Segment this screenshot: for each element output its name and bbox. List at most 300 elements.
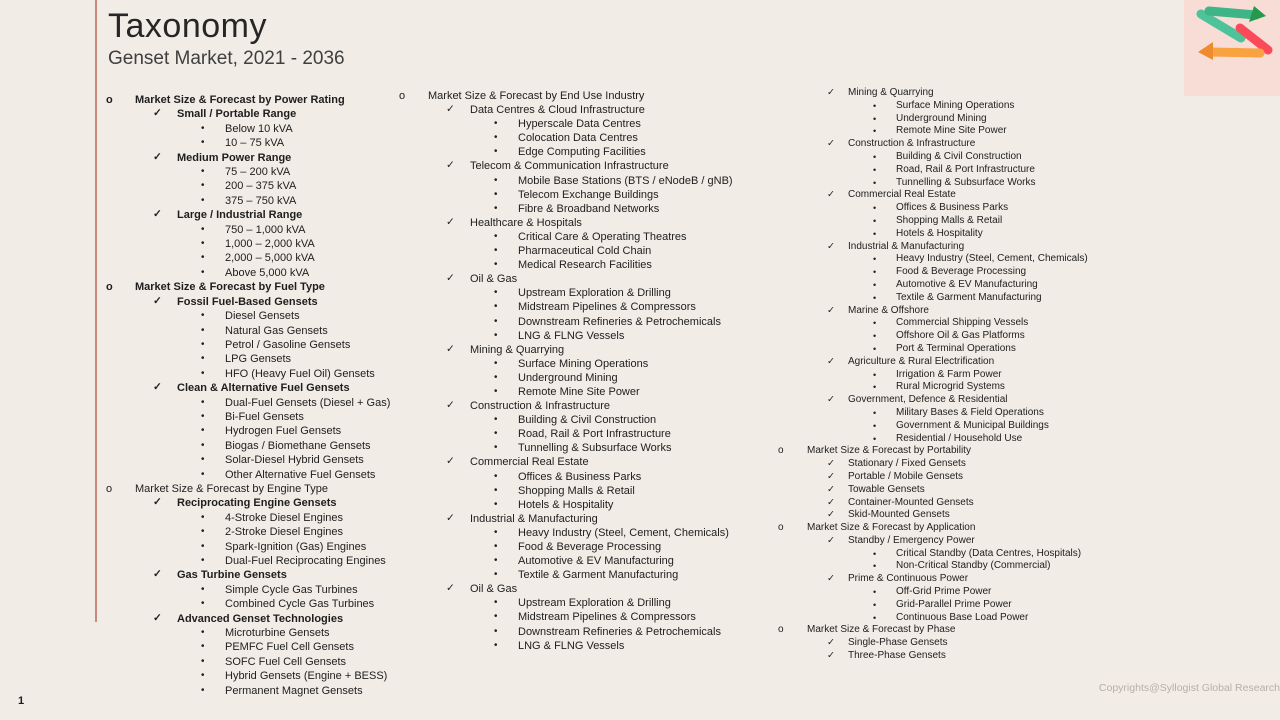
taxonomy-item [393,413,736,427]
taxonomy-item-label: Medical Research Facilities [518,259,652,272]
bullet-icon: • [201,338,205,350]
taxonomy-item-label: Commercial Real Estate [470,456,589,469]
bullet-icon: • [873,254,877,265]
bullet-icon: • [873,318,877,329]
taxonomy-item [772,458,1212,471]
taxonomy-item [772,189,1212,202]
taxonomy-item-label: Heavy Industry (Steel, Cement, Chemicals) [896,253,1088,265]
taxonomy-item-label: Irrigation & Farm Power [896,368,1002,380]
taxonomy-item [393,568,736,582]
taxonomy-item [393,470,736,484]
bullet-icon: • [201,324,205,336]
check-icon: ✓ [827,458,835,470]
bullet-icon: • [873,279,877,290]
bullet-icon: • [873,228,877,239]
bullet-icon: • [873,177,877,188]
taxonomy-item-label: SOFC Fuel Cell Gensets [225,655,347,668]
taxonomy-item [772,407,1212,420]
taxonomy-item-label: Automotive & EV Manufacturing [518,555,674,568]
taxonomy-item-label: Commercial Real Estate [848,189,956,201]
taxonomy-item-label: 10 – 75 kVA [225,137,285,150]
taxonomy-item [393,582,736,596]
taxonomy-item-label: Agriculture & Rural Electrification [848,355,995,367]
bullet-icon: • [201,180,205,192]
taxonomy-item [772,164,1212,177]
taxonomy-item-label: Hybrid Gensets (Engine + BESS) [225,670,388,683]
taxonomy-item [393,174,736,188]
taxonomy-item-label: Textile & Garment Manufacturing [896,291,1042,303]
bullet-icon: • [873,587,877,598]
taxonomy-item-label: Downstream Refineries & Petrochemicals [518,315,721,328]
taxonomy-item [100,554,418,568]
bullet-icon: • [201,526,205,538]
taxonomy-item-label: Road, Rail & Port Infrastructure [896,163,1035,175]
taxonomy-item-label: Government & Municipal Buildings [896,419,1049,431]
taxonomy-item [100,151,418,165]
taxonomy-item-label: Portable / Mobile Gensets [848,470,964,482]
bullet-icon: • [494,569,498,581]
bullet-icon: • [873,151,877,162]
taxonomy-item [393,89,736,103]
taxonomy-item [100,482,418,496]
taxonomy-item-label: Dual-Fuel Gensets (Diesel + Gas) [225,396,391,409]
taxonomy-item [772,151,1212,164]
bullet-icon: • [873,113,877,124]
taxonomy-item-label: Market Size & Forecast by Phase [807,624,956,636]
taxonomy-item-label: Stationary / Fixed Gensets [848,458,966,470]
taxonomy-item-label: Construction & Infrastructure [848,138,976,150]
taxonomy-item-label: Mining & Quarrying [848,87,934,98]
taxonomy-item-label: Food & Beverage Processing [896,266,1027,278]
taxonomy-item [393,385,736,399]
taxonomy-item-label: Solar-Diesel Hybrid Gensets [225,454,364,467]
taxonomy-item [393,625,736,639]
taxonomy-item [393,230,736,244]
check-icon: ✓ [827,637,835,649]
taxonomy-item-label: Offshore Oil & Gas Platforms [896,330,1025,342]
taxonomy-item-label: Diesel Gensets [225,310,300,323]
taxonomy-item-label: Residential / Household Use [896,432,1023,444]
taxonomy-column-2 [393,89,736,653]
taxonomy-item [393,103,736,117]
taxonomy-item-label: Petrol / Gasoline Gensets [225,338,351,351]
taxonomy-item [100,540,418,554]
taxonomy-item [100,266,418,280]
circle-marker-icon: o [106,94,113,106]
bullet-icon: • [873,612,877,623]
taxonomy-item-label: Telecom & Communication Infrastructure [470,160,669,173]
bullet-icon: • [201,627,205,639]
check-icon: ✓ [827,138,835,150]
bullet-icon: • [201,223,205,235]
taxonomy-item-label: Hotels & Hospitality [896,227,983,239]
taxonomy-item [772,228,1212,241]
bullet-icon: • [873,407,877,418]
taxonomy-item-label: Downstream Refineries & Petrochemicals [518,625,721,638]
taxonomy-item-label: Hotels & Hospitality [518,498,614,511]
taxonomy-item-label: Hydrogen Fuel Gensets [225,425,342,438]
bullet-icon: • [494,484,498,496]
taxonomy-item [772,650,1212,663]
circle-marker-icon: o [778,522,784,534]
bullet-icon: • [494,329,498,341]
check-icon: ✓ [446,512,455,524]
taxonomy-item-label: Non-Critical Standby (Commercial) [896,560,1051,572]
taxonomy-item-label: Remote Mine Site Power [896,125,1007,137]
bullet-icon: • [494,597,498,609]
taxonomy-item [100,208,418,222]
taxonomy-item-label: Combined Cycle Gas Turbines [225,598,375,611]
bullet-icon: • [201,410,205,422]
taxonomy-item [393,315,736,329]
taxonomy-item [772,560,1212,573]
taxonomy-item-label: Skid-Mounted Gensets [848,509,950,521]
taxonomy-item-label: Midstream Pipelines & Compressors [518,301,696,314]
taxonomy-item [100,251,418,265]
taxonomy-item [100,237,418,251]
taxonomy-item [100,295,418,309]
taxonomy-item [393,526,736,540]
taxonomy-item [100,194,418,208]
taxonomy-item-label: Shopping Malls & Retail [518,484,635,497]
taxonomy-item [393,455,736,469]
bullet-icon: • [873,100,877,111]
taxonomy-item [100,612,418,626]
check-icon: ✓ [153,612,162,624]
taxonomy-item [393,131,736,145]
taxonomy-item-label: Construction & Infrastructure [470,400,611,413]
check-icon: ✓ [446,583,455,595]
taxonomy-item-label: Bi-Fuel Gensets [225,410,304,423]
circle-marker-icon: o [106,281,113,294]
taxonomy-item-label: Heavy Industry (Steel, Cement, Chemicals) [518,526,729,539]
bullet-icon: • [873,548,877,559]
bullet-icon: • [201,540,205,552]
bullet-icon: • [201,641,205,653]
check-icon: ✓ [827,240,835,252]
bullet-icon: • [873,292,877,303]
taxonomy-item [772,330,1212,343]
taxonomy-column-1 [100,93,418,698]
bullet-icon: • [873,382,877,393]
taxonomy-item [772,535,1212,548]
taxonomy-item [100,655,418,669]
taxonomy-item-label: Mining & Quarrying [470,343,565,356]
taxonomy-item-label: Three-Phase Gensets [848,650,946,662]
taxonomy-item-label: 200 – 375 kVA [225,180,297,193]
bullet-icon: • [494,245,498,257]
taxonomy-item [393,371,736,385]
taxonomy-item-label: Oil & Gas [470,273,518,286]
taxonomy-item-label: Industrial & Manufacturing [470,512,598,525]
bullet-icon: • [873,561,877,572]
check-icon: ✓ [446,216,455,228]
bullet-icon: • [201,238,205,250]
taxonomy-item [772,317,1212,330]
taxonomy-item [772,305,1212,318]
bullet-icon: • [201,670,205,682]
taxonomy-item [772,125,1212,138]
taxonomy-item-label: 4-Stroke Diesel Engines [225,511,344,524]
taxonomy-item-label: Off-Grid Prime Power [896,586,992,598]
taxonomy-item [100,352,418,366]
bullet-icon: • [494,188,498,200]
bullet-icon: • [873,203,877,214]
check-icon: ✓ [446,456,455,468]
check-icon: ✓ [153,569,162,581]
taxonomy-item [100,496,418,510]
bullet-icon: • [494,526,498,538]
taxonomy-item [100,511,418,525]
taxonomy-item-label: Remote Mine Site Power [518,385,640,398]
taxonomy-item-label: Telecom Exchange Buildings [518,188,659,201]
taxonomy-item [393,300,736,314]
check-icon: ✓ [827,650,835,662]
taxonomy-item [100,338,418,352]
taxonomy-item [772,484,1212,497]
taxonomy-item [772,241,1212,254]
taxonomy-item-label: LNG & FLNG Vessels [518,329,625,342]
taxonomy-item-label: Reciprocating Engine Gensets [177,497,337,510]
taxonomy-item-label: Industrial & Manufacturing [848,240,965,252]
taxonomy-item-label: 2-Stroke Diesel Engines [225,526,344,539]
taxonomy-item [772,343,1212,356]
taxonomy-item [393,216,736,230]
taxonomy-item-label: Market Size & Forecast by Fuel Type [135,281,325,294]
bullet-icon: • [873,215,877,226]
taxonomy-item [393,639,736,653]
taxonomy-item-label: Below 10 kVA [225,122,293,135]
taxonomy-item [100,179,418,193]
taxonomy-item [772,497,1212,510]
taxonomy-item [772,202,1212,215]
taxonomy-item-label: Port & Terminal Operations [896,342,1016,354]
taxonomy-item [100,93,418,107]
bullet-icon: • [494,611,498,623]
check-icon: ✓ [153,151,162,163]
taxonomy-item [393,188,736,202]
taxonomy-item-label: Market Size & Forecast by Engine Type [135,482,328,495]
taxonomy-item [100,367,418,381]
taxonomy-item-label: HFO (Heavy Fuel Oil) Gensets [225,367,375,380]
taxonomy-item-label: Market Size & Forecast by End Use Industry [428,90,645,102]
taxonomy-item [100,107,418,121]
taxonomy-item [772,420,1212,433]
bullet-icon: • [201,425,205,437]
taxonomy-item-label: Above 5,000 kVA [225,266,310,279]
page-title: Taxonomy [108,7,267,45]
taxonomy-item [100,324,418,338]
taxonomy-item [393,117,736,131]
bullet-icon: • [494,371,498,383]
taxonomy-item-label: Military Bases & Field Operations [896,406,1044,418]
bullet-icon: • [494,414,498,426]
check-icon: ✓ [446,343,455,355]
check-icon: ✓ [446,104,455,116]
bullet-icon: • [494,385,498,397]
taxonomy-item [772,381,1212,394]
taxonomy-item [772,599,1212,612]
taxonomy-item-label: LNG & FLNG Vessels [518,639,625,652]
taxonomy-item [100,136,418,150]
taxonomy-item [393,343,736,357]
check-icon: ✓ [827,394,835,406]
taxonomy-item [772,369,1212,382]
bullet-icon: • [494,287,498,299]
bullet-icon: • [201,468,205,480]
taxonomy-item-label: Single-Phase Gensets [848,637,948,649]
bullet-icon: • [494,639,498,651]
taxonomy-item [100,597,418,611]
taxonomy-item [100,223,418,237]
taxonomy-item [100,165,418,179]
taxonomy-item-label: Simple Cycle Gas Turbines [225,583,358,596]
taxonomy-item-label: Advanced Genset Technologies [177,612,344,625]
taxonomy-item-label: Upstream Exploration & Drilling [518,597,671,610]
check-icon: ✓ [827,534,835,546]
taxonomy-item-label: Upstream Exploration & Drilling [518,287,671,300]
taxonomy-item-label: Rural Microgrid Systems [896,381,1005,393]
page-subtitle: Genset Market, 2021 - 2036 [108,48,345,69]
taxonomy-item-label: Marine & Offshore [848,304,929,316]
taxonomy-item-label: Microturbine Gensets [225,627,330,640]
check-icon: ✓ [446,160,455,172]
taxonomy-item [100,453,418,467]
taxonomy-item [772,471,1212,484]
taxonomy-item [772,356,1212,369]
bullet-icon: • [494,230,498,242]
company-logo [1184,0,1280,96]
taxonomy-item-label: Automotive & EV Manufacturing [896,278,1038,290]
bullet-icon: • [201,266,205,278]
bullet-icon: • [201,439,205,451]
taxonomy-item-label: Commercial Shipping Vessels [896,317,1029,329]
taxonomy-item [393,202,736,216]
taxonomy-item-label: Tunnelling & Subsurface Works [896,176,1036,188]
bullet-icon: • [494,259,498,271]
taxonomy-item-label: 750 – 1,000 kVA [225,223,306,236]
taxonomy-item-label: Building & Civil Construction [518,414,657,427]
bullet-icon: • [494,541,498,552]
taxonomy-item-label: Healthcare & Hospitals [470,216,582,229]
taxonomy-item-label: Hyperscale Data Centres [518,118,641,131]
taxonomy-item-label: Other Alternative Fuel Gensets [225,468,376,481]
taxonomy-item [772,266,1212,279]
bullet-icon: • [873,433,877,444]
taxonomy-item [393,484,736,498]
taxonomy-item [772,292,1212,305]
check-icon: ✓ [827,509,835,521]
bullet-icon: • [494,470,498,482]
taxonomy-item-label: Biogas / Biomethane Gensets [225,439,371,452]
taxonomy-item-label: Surface Mining Operations [896,99,1015,111]
taxonomy-item-label: Critical Care & Operating Theatres [518,230,687,243]
circle-marker-icon: o [778,445,784,457]
bullet-icon: • [201,310,205,322]
taxonomy-item [772,215,1212,228]
check-icon: ✓ [827,189,835,201]
taxonomy-item [393,498,736,512]
bullet-icon: • [201,194,205,206]
taxonomy-item [393,554,736,568]
bullet-icon: • [494,315,498,327]
taxonomy-item [393,286,736,300]
taxonomy-item-label: 2,000 – 5,000 kVA [225,252,315,265]
taxonomy-item [772,573,1212,586]
bullet-icon: • [494,301,498,313]
taxonomy-item-label: Container-Mounted Gensets [848,496,974,508]
taxonomy-item [100,410,418,424]
bullet-icon: • [494,555,498,567]
taxonomy-item [772,100,1212,113]
taxonomy-item [772,586,1212,599]
taxonomy-item [772,138,1212,151]
taxonomy-item-label: Oil & Gas [470,583,518,596]
bullet-icon: • [201,684,205,696]
taxonomy-item-label: Medium Power Range [177,151,292,164]
bullet-icon: • [201,122,205,134]
taxonomy-item-label: Shopping Malls & Retail [896,214,1003,226]
taxonomy-item [100,669,418,683]
check-icon: ✓ [446,400,455,412]
taxonomy-item-label: Dual-Fuel Reciprocating Engines [225,555,386,567]
circle-marker-icon: o [106,482,113,495]
check-icon: ✓ [153,209,162,221]
bullet-icon: • [201,598,205,610]
taxonomy-item-label: Gas Turbine Gensets [177,569,287,582]
bullet-icon: • [494,357,498,369]
bullet-icon: • [201,396,205,408]
taxonomy-item-label: Market Size & Forecast by Portability [807,445,971,457]
bullet-icon: • [873,267,877,278]
taxonomy-item [393,512,736,526]
bullet-icon: • [201,655,205,667]
taxonomy-item-label: Tunnelling & Subsurface Works [518,442,672,455]
taxonomy-item-label: 75 – 200 kVA [225,166,291,179]
taxonomy-item [393,540,736,554]
bullet-icon: • [873,343,877,354]
bullet-icon: • [494,146,498,158]
taxonomy-item-label: 1,000 – 2,000 kVA [225,238,315,251]
bullet-icon: • [201,367,205,379]
taxonomy-item [772,253,1212,266]
circle-marker-icon: o [778,624,784,636]
taxonomy-column-3 [772,87,1212,663]
check-icon: ✓ [827,355,835,367]
taxonomy-item [772,509,1212,522]
taxonomy-item [100,439,418,453]
check-icon: ✓ [827,496,835,508]
taxonomy-item-label: Offices & Business Parks [896,202,1009,214]
check-icon: ✓ [827,87,835,98]
taxonomy-item-label: Road, Rail & Port Infrastructure [518,428,671,441]
taxonomy-item [393,610,736,624]
taxonomy-item-label: Market Size & Forecast by Power Rating [135,94,345,106]
taxonomy-item [100,309,418,323]
taxonomy-item [772,279,1212,292]
taxonomy-item-label: Surface Mining Operations [518,357,649,370]
taxonomy-item-label: Fossil Fuel-Based Gensets [177,295,318,308]
bullet-icon: • [201,511,205,523]
taxonomy-item [100,684,418,698]
taxonomy-item [393,441,736,455]
taxonomy-item [100,525,418,539]
taxonomy-item-label: Fibre & Broadband Networks [518,202,660,215]
copyright-text: Copyrights@Syllogist Global Research [1098,682,1280,694]
taxonomy-item-label: Edge Computing Facilities [518,146,646,159]
bullet-icon: • [873,164,877,175]
bullet-icon: • [873,331,877,342]
